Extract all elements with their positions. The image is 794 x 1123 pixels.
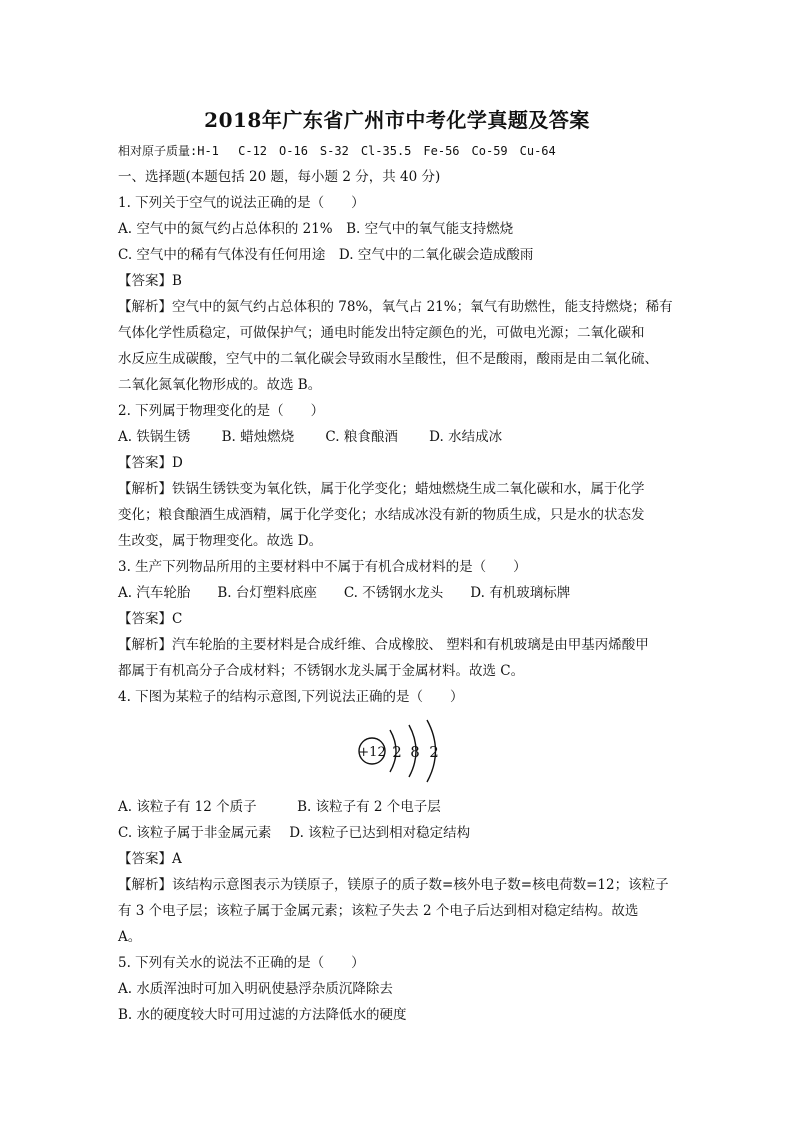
question-3-stem: 3. 生产下列物品所用的主要材料中不属于有机合成材料的是（ ） [118,559,527,575]
question-2-analysis-line: 变化；粮食酿酒生成酒精，属于化学变化；水结成冰没有新的物质生成，只是水的状态发 [118,507,645,523]
question-5-option-b: B. 水的硬度较大时可用过滤的方法降低水的硬度 [118,1007,407,1023]
question-3-analysis-line: 【解析】汽车轮胎的主要材料是合成纤维、合成橡胶、 塑料和有机玻璃是由甲基丙烯酸甲 [118,637,649,653]
atomic-mass-line: 相对原子质量:H-1 C-12 O-16 S-32 Cl-35.5 Fe-56 Co-59 Cu-64 [118,144,556,158]
question-2-analysis-line: 【解析】铁锅生锈铁变为氧化铁，属于化学变化；蜡烛燃烧生成二氧化碳和水，属于化学 [118,481,645,497]
question-1-analysis-line: 二氧化氮氧化物形成的。故选 B。 [118,377,322,393]
question-2-answer: 【答案】D [118,455,183,471]
question-1-stem: 1. 下列关于空气的说法正确的是（ ） [118,195,365,211]
question-2-options: A. 铁锅生锈 B. 蜡烛燃烧 C. 粮食酿酒 D. 水结成冰 [118,429,503,445]
shell-2-electrons: 8 [410,743,420,761]
question-3-analysis-line: 都属于有机高分子合成材料；不锈钢水龙头属于金属材料。故选 C。 [118,663,525,679]
question-4-options-cd: C. 该粒子属于非金属元素 D. 该粒子已达到相对稳定结构 [118,825,471,841]
question-1-analysis-line: 【解析】空气中的氮气约占总体积的 78%，氧气占 21%；氧气有助燃性，能支持燃烧；稀有 [118,299,673,315]
question-5-stem: 5. 下列有关水的说法不正确的是（ ） [118,955,365,971]
question-1-analysis-line: 气体化学性质稳定，可做保护气；通电时能发出特定颜色的光，可做电光源；二氧化碳和 [118,325,645,341]
question-4-answer: 【答案】A [118,851,182,867]
question-4-analysis-line: A。 [118,929,142,945]
question-3-options: A. 汽车轮胎 B. 台灯塑料底座 C. 不锈钢水龙头 D. 有机玻璃标牌 [118,585,571,601]
question-1-answer: 【答案】B [118,273,182,289]
question-1-options-ab: A. 空气中的氮气约占总体积的 21% B. 空气中的氧气能支持燃烧 [118,221,514,237]
question-2-analysis-line: 生改变，属于物理变化。故选 D。 [118,533,323,549]
page-title: 2018年广东省广州市中考化学真题及答案 [204,108,590,132]
question-4-analysis-line: 【解析】该结构示意图表示为镁原子，镁原子的质子数=核外电子数=核电荷数=12；该粒子 [118,877,669,893]
question-1-options-cd: C. 空气中的稀有气体没有任何用途 D. 空气中的二氧化碳会造成酸雨 [118,247,534,263]
shell-3-electrons: 2 [429,743,439,761]
section-header: 一、选择题(本题包括 20 题，每小题 2 分，共 40 分) [118,169,441,185]
nucleus-charge: +12 [358,745,386,760]
question-4-options-ab: A. 该粒子有 12 个质子 B. 该粒子有 2 个电子层 [118,799,441,815]
question-5-option-a: A. 水质浑浊时可加入明矾使悬浮杂质沉降除去 [118,981,393,997]
shell-1-electrons: 2 [392,743,402,761]
question-2-stem: 2. 下列属于物理变化的是（ ） [118,403,325,419]
question-3-answer: 【答案】C [118,611,183,627]
question-1-analysis-line: 水反应生成碳酸，空气中的二氧化碳会导致雨水呈酸性，但不是酸雨，酸雨是由二氧化硫、 [118,351,658,367]
question-4-stem: 4. 下图为某粒子的结构示意图,下列说法正确的是（ ） [118,689,464,705]
question-4-analysis-line: 有 3 个电子层；该粒子属于金属元素；该粒子失去 2 个电子后达到相对稳定结构。故选 [118,903,639,919]
atom-structure-diagram [356,716,446,786]
